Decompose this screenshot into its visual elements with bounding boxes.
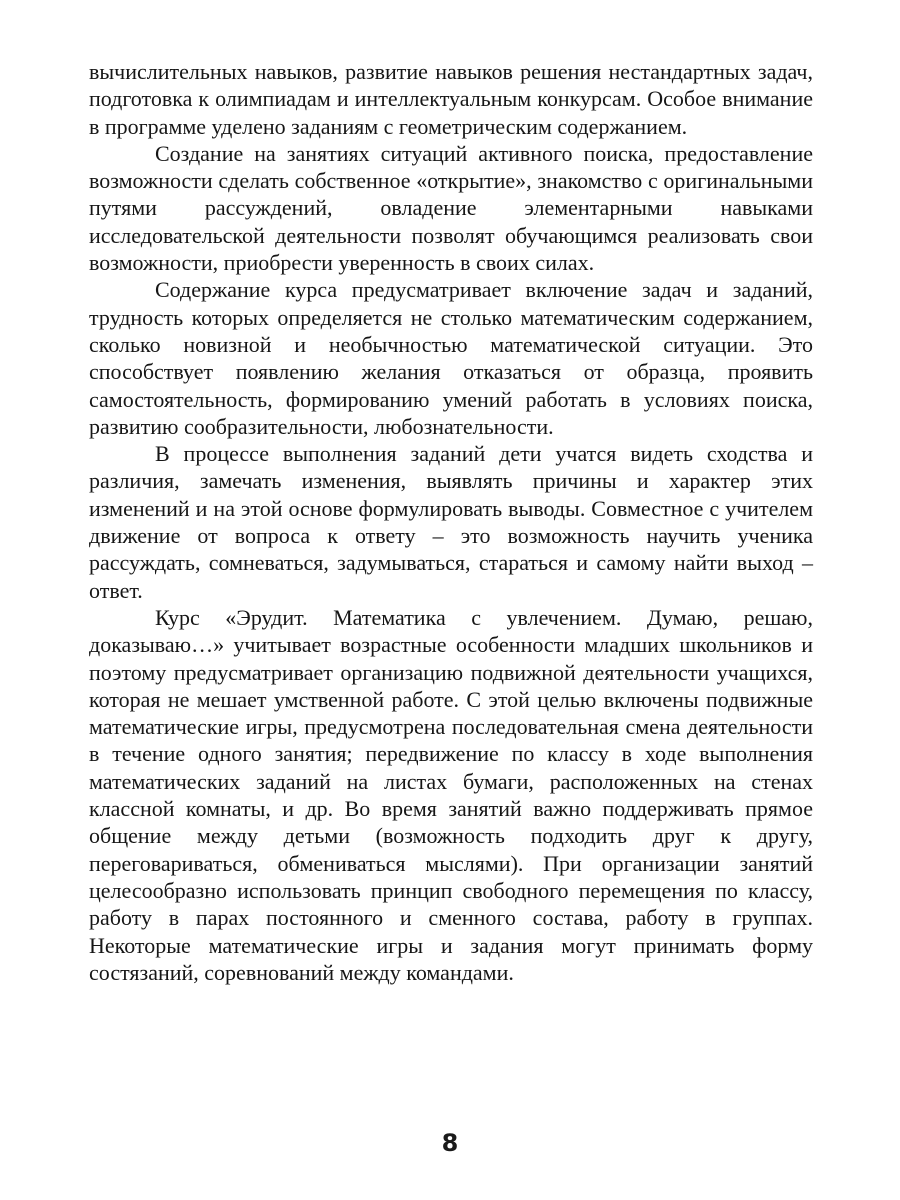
paragraph-5: Курс «Эрудит. Математика с увлечением. Думаю, решаю, доказываю…» учитывает возрастные особенности младших школьников и поэтому предусматривает организацию подвижной деятельности учащихся, которая не мешает умственной работе. С этой целью включены подвижные математические игры, предусмотрена последовательная смена деятельности в течение одного занятия; передвижение по классу в ходе выполнения математических заданий на листах бумаги, расположенных на стенах классной комнаты, и др. Во время занятий важно поддерживать прямое общение между детьми (возможность подходить друг к другу, переговариваться, обмениваться мыслями). При организации занятий целесообразно использовать принцип свободного перемещения по классу, работу в парах постоянного и сменного состава, работу в группах. Некоторые математические игры и задания могут принимать форму состязаний, соревнований между командами.: [89, 604, 813, 985]
page-number: 8: [441, 1129, 459, 1157]
paragraph-4: В процессе выполнения заданий дети учатся видеть сходства и различия, замечать изменения, выявлять причины и характер этих изменений и на этой основе формулировать выводы. Совместное с учителем движение от вопроса к ответу – это возможность научить ученика рассуждать, сомневаться, задумываться, стараться и самому найти выход – ответ.: [89, 441, 813, 603]
body-text: [89, 58, 813, 986]
paragraph-2: Создание на занятиях ситуаций активного поиска, предоставление возможности сделать собственное «открытие», знакомство с оригинальными путями рассуждений, овладение элементарными навыками исследовательской деятельности позволят обучающимся реализовать свои возможности, приобрести уверенность в своих силах.: [89, 140, 813, 276]
paragraph-1: вычислительных навыков, развитие навыков решения нестандартных задач, подготовка к олимпиадам и интеллектуальным конкурсам. Особое внимание в программе уделено заданиям с геометрическим содержанием.: [89, 59, 813, 139]
paragraph-3: Содержание курса предусматривает включение задач и заданий, трудность которых определяется не столько математическим содержанием, сколько новизной и необычностью математической ситуации. Это способствует появлению желания отказаться от образца, проявить самостоятельность, формированию умений работать в условиях поиска, развитию сообразительности, любознательности.: [89, 277, 813, 439]
